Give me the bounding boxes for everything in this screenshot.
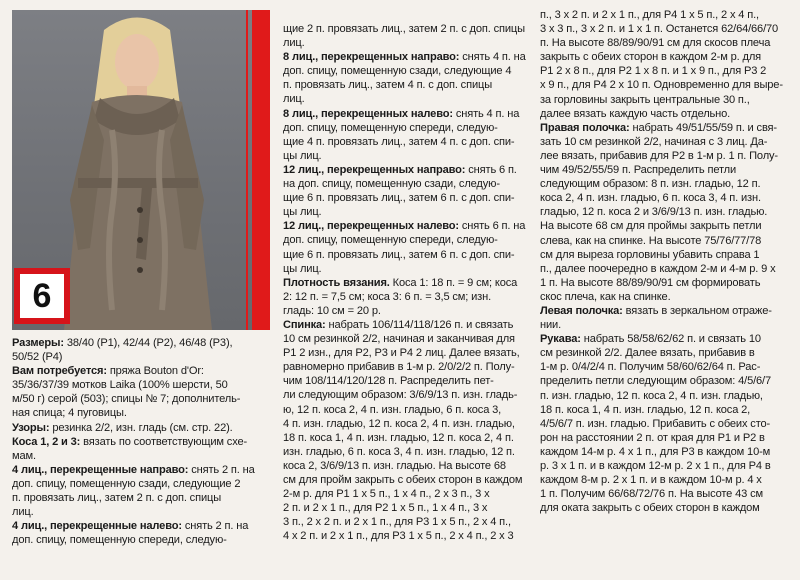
text-line (540, 374, 795, 388)
text-line (283, 360, 533, 374)
text-run: 38/40 (Р1), 42/44 (Р2), 46/48 (Р3), (63, 337, 233, 349)
text-line (283, 36, 533, 50)
text-run: 1-м р. 0/4/2/4 п. Получим 58/60/62/64 п. Рас- (540, 361, 761, 374)
text-line (283, 346, 533, 360)
text-run: см для пройм закрыть с обеих сторон в каждом (283, 474, 523, 486)
text-run: п. На высоте 88/89/90/91 см для скосов плеча (540, 37, 771, 50)
text-run: каждом 8-м р. 2 х 1 п. и в каждом 10-м р. 4 х (540, 474, 762, 487)
text-run: ю, 12 п. коса 2, 4 п. изн. гладью, 6 п. коса 3, (283, 403, 502, 416)
red-border-thin (246, 10, 248, 330)
text-run: п., далее поочередно в каждом 2-м и 4-м р. 9 х (540, 262, 776, 275)
text-run: см резинкой 2/2. Далее вязать, прибавив в (540, 347, 755, 360)
text-run: 3 х 3 п., 3 х 2 п. и 1 х 1 п. Останется 62/64/66/70 (540, 23, 779, 36)
bold-heading: Вам потребуется: (12, 365, 107, 378)
text-line (12, 477, 267, 491)
text-run: щие 6 п. провязать лиц., затем 6 п. с доп. спи- (283, 192, 515, 205)
text-line (540, 403, 795, 417)
text-run: щие 4 п. провязать лиц., затем 4 п. с доп. спи- (283, 135, 515, 148)
text-run: снять 2 п. на (181, 520, 249, 533)
text-line (283, 64, 533, 78)
text-line (540, 135, 795, 149)
text-run: гладь: 10 см = 20 р. (283, 304, 381, 317)
text-run: чим 108/114/120/128 п. Распределить пет- (283, 375, 494, 388)
text-run: п. провязать лиц., затем 4 п. с доп. спицы (283, 79, 493, 92)
text-line (283, 177, 533, 191)
text-line (540, 248, 795, 262)
bold-heading: Левая полочка: (540, 304, 623, 317)
text-run: х 9 п., для Р4 2 х 10 п. Одновременно для выре- (540, 79, 783, 92)
text-line (283, 22, 533, 36)
text-run: доп. спицу, помещенную сзади, следующие 4 (283, 65, 512, 78)
text-run: изн. гладью, 6 п. коса 3, 4 п. изн. гладью, 12 п. (283, 445, 515, 458)
text-line (540, 473, 795, 487)
text-run: ли следующим образом: 3/6/9/13 п. изн. гладь- (283, 389, 518, 402)
text-line (540, 22, 795, 36)
text-run: 3 п., 2 х 2 п. и 2 х 1 п., для Р3 1 х 5 п., 2 х 4 п., (283, 516, 511, 529)
text-run: лиц. (283, 37, 305, 50)
text-run: 18 п. коса 1, 4 п. изн. гладью, 12 п. коса 2, (540, 403, 751, 416)
text-line (12, 505, 267, 519)
text-run: На высоте 68 см для проймы закрыть петли (540, 220, 762, 233)
text-run: щие 2 п. провязать лиц., затем 2 п. с доп. спицы (283, 23, 525, 35)
text-line (283, 163, 533, 177)
text-line (283, 78, 533, 92)
text-line (540, 50, 795, 64)
text-run: коса 2, 4 п. изн. гладью, 6 п. коса 3, 4 п. изн. (540, 192, 761, 205)
text-run: снять 4 п. на (452, 107, 520, 120)
text-line (12, 421, 267, 435)
text-line (12, 336, 267, 350)
text-line (540, 290, 795, 304)
text-run: Р1 2 изн., для Р2, Р3 и Р4 2 лиц. Далее вязать, (283, 347, 520, 360)
text-line (283, 149, 533, 163)
bold-heading: Правая полочка: (540, 121, 630, 134)
text-line (12, 449, 267, 463)
text-line (283, 262, 533, 276)
text-run: ная спица; 4 пуговицы. (12, 407, 127, 420)
text-run: см для выреза горловины убавить справа 1 (540, 248, 760, 261)
text-run: нии. (540, 319, 562, 332)
text-line (283, 473, 533, 487)
text-line (540, 8, 795, 22)
text-line (12, 406, 267, 420)
bold-heading: Узоры: (12, 421, 50, 434)
text-line (283, 487, 533, 501)
text-line (540, 78, 795, 92)
bold-heading: 8 лиц., перекрещенных налево: (283, 107, 453, 120)
text-run: вязать в зеркальном отраже- (622, 304, 772, 317)
text-run: снять 2 п. на (188, 463, 255, 476)
text-line (540, 205, 795, 219)
text-run: зать 10 см резинкой 2/2, начиная с 3 лиц. Да- (540, 135, 768, 148)
text-run: далее вязать каждую часть отдельно. (540, 107, 731, 120)
text-run: доп. спицу, помещенную спереди, следую- (283, 121, 498, 134)
red-border-thick (252, 10, 270, 330)
text-line (540, 234, 795, 248)
text-line (540, 332, 795, 346)
text-line (283, 233, 533, 247)
text-line (12, 463, 267, 477)
text-run: 1 п. Получим 66/68/72/76 п. На высоте 43 см (540, 488, 763, 501)
text-line (540, 276, 795, 290)
text-line (283, 403, 533, 417)
text-run: 4/5/6/7 п. изн. гладью. Прибавить с обеих сто- (540, 417, 771, 430)
text-line (540, 149, 795, 163)
text-run: гладью, 12 п. коса 2 и 3/6/9/13 п. изн. гладью. (540, 206, 768, 219)
text-line (540, 318, 795, 332)
bold-heading: Размеры: (12, 337, 64, 349)
text-line (540, 107, 795, 121)
text-line (12, 533, 267, 547)
text-run: доп. спицу, помещенную сзади, следующие 2 (12, 477, 241, 490)
text-run: цы лиц. (283, 262, 322, 275)
text-run: лиц. (12, 506, 34, 519)
text-line (12, 378, 267, 392)
text-line (540, 389, 795, 403)
text-run: набрать 49/51/55/59 п. и свя- (629, 121, 777, 134)
text-line (12, 519, 267, 533)
text-run: р. 3 х 1 п. и в каждом 12-м р. 2 х 1 п., для Р4 в (540, 460, 771, 472)
text-line (283, 388, 533, 402)
text-run: на доп. спицу, помещенную сзади, следую- (283, 178, 500, 191)
text-run: скос плеча, как на спинке. (540, 290, 671, 303)
bold-heading: 4 лиц., перекрещенные направо: (12, 463, 189, 476)
text-line (283, 92, 533, 106)
text-run: равномерно прибавив в 1-м р. 2/0/2/2 п. Полу- (283, 361, 515, 374)
text-run: 4 х 2 п. и 2 х 1 п., для Р3 1 х 5 п., 2 х 4 п., 2 х 3 (283, 530, 514, 543)
text-line (540, 445, 795, 459)
text-line (540, 191, 795, 205)
text-line (283, 431, 533, 445)
text-line (540, 417, 795, 431)
text-run: слева, как на спинке. На высоте 75/76/77/78 (540, 234, 762, 247)
text-run: 2 п. и 2 х 1 п., для Р2 1 х 5 п., 1 х 4 п., 3 х (283, 502, 488, 515)
bold-heading: 4 лиц., перекрещенные налево: (12, 520, 182, 533)
text-line (283, 205, 533, 219)
text-line (540, 262, 795, 276)
text-run: 2: 12 п. = 7,5 см; коса 3: 6 п. = 3,5 см; изн. (283, 290, 492, 303)
text-line (12, 491, 267, 505)
text-line (540, 360, 795, 374)
text-run: щие 6 п. провязать лиц., затем 6 п. с доп. спи- (283, 248, 515, 261)
text-run: мам. (12, 449, 36, 462)
text-line (283, 445, 533, 459)
text-run: за горловины закрыть центральные 30 п., (540, 93, 750, 106)
text-line (283, 374, 533, 388)
bold-heading: Коса 1, 2 и 3: (12, 435, 81, 448)
text-run: лиц. (283, 93, 305, 106)
text-line (540, 304, 795, 318)
text-run: 10 см резинкой 2/2, начиная и заканчивая для (283, 333, 515, 346)
text-run: доп. спицу, помещенную спереди, следую- (283, 234, 498, 247)
pattern-number-badge (14, 268, 70, 324)
text-line (283, 248, 533, 262)
text-column-1 (12, 336, 267, 547)
text-line (283, 50, 533, 64)
text-line (283, 501, 533, 515)
text-run: 50/52 (Р4) (12, 351, 63, 364)
text-column-3 (540, 8, 795, 515)
text-run: пределить петли следующим образом: 4/5/6/7 (540, 375, 771, 388)
text-run: Р1 2 х 8 п., для Р2 1 х 8 п. и 1 х 9 п., для Р3 2 (540, 65, 767, 78)
text-run: набрать 58/58/62/62 п. и связать 10 (580, 333, 761, 346)
bold-heading: Спинка: (283, 318, 326, 331)
text-line (283, 304, 533, 318)
text-line (283, 290, 533, 304)
text-line (283, 529, 533, 543)
text-line (540, 121, 795, 135)
text-run: лее вязать, прибавив для Р2 в 1-м р. 1 п. Полу- (540, 149, 778, 162)
text-run: 2-м р. для Р1 1 х 5 п., 1 х 4 п., 2 х 3 п., 3 х (283, 488, 490, 501)
pattern-number: 6 (20, 274, 64, 318)
text-run: 35/36/37/39 мотков Laika (100% шерсти, 50 (12, 379, 228, 392)
text-run: закрыть с обеих сторон в каждом 2-м р. для (540, 51, 762, 64)
text-run: снять 6 п. на (458, 220, 526, 233)
text-line (283, 135, 533, 149)
text-line (283, 219, 533, 233)
text-run: рон на расстоянии 2 п. от края для Р1 и Р2 в (540, 431, 765, 444)
text-line (283, 318, 533, 332)
text-run: набрать 106/114/118/126 п. и связать (325, 318, 514, 331)
text-run: п., 3 х 2 п. и 2 х 1 п., для Р4 1 х 5 п., 2 х 4 п., (540, 9, 759, 21)
text-line (283, 121, 533, 135)
text-line (540, 177, 795, 191)
text-line (12, 392, 267, 406)
text-line (540, 219, 795, 233)
text-line (540, 36, 795, 50)
text-run: Коса 1: 18 п. = 9 см; коса (389, 276, 518, 289)
bold-heading: Плотность вязания. (283, 276, 390, 289)
text-run: снять 6 п. (465, 163, 517, 176)
text-run: снять 4 п. на (459, 51, 526, 64)
text-line (12, 350, 267, 364)
text-line (12, 435, 267, 449)
text-line (283, 107, 533, 121)
text-line (283, 332, 533, 346)
text-run: вязать по соответствующим схе- (80, 435, 248, 448)
text-run: пряжа Bouton d'Or: (106, 365, 204, 378)
text-run: цы лиц. (283, 149, 322, 162)
text-run: п. изн. гладью, 12 п. коса 2, 4 п. изн. гладью, (540, 389, 763, 402)
text-line (283, 417, 533, 431)
text-run: резинка 2/2, изн. гладь (см. стр. 22). (49, 421, 233, 434)
text-run: чим 49/52/55/59 п. Распределить петли (540, 164, 737, 177)
text-run: коса 2, 3/6/9/13 п. изн. гладью. На высоте 68 (283, 459, 506, 472)
text-run: п. провязать лиц., затем 2 п. с доп. спицы (12, 492, 222, 505)
text-run: каждом 14-м р. 4 х 1 п., для Р3 в каждом 10-м (540, 445, 771, 458)
text-run: цы лиц. (283, 206, 322, 219)
bold-heading: Рукава: (540, 333, 581, 346)
text-line (540, 487, 795, 501)
text-line (540, 64, 795, 78)
text-run: м/50 г) серой (503); спицы № 7; дополнитель- (12, 393, 241, 406)
text-line (540, 501, 795, 515)
text-line (283, 191, 533, 205)
text-line (283, 276, 533, 290)
text-line (540, 163, 795, 177)
text-line (283, 515, 533, 529)
text-run: 18 п. коса 1, 4 п. изн. гладью, 12 п. коса 2, 4 п. (283, 431, 514, 444)
bold-heading: 8 лиц., перекрещенных направо: (283, 51, 460, 64)
text-line (283, 459, 533, 473)
bold-heading: 12 лиц., перекрещенных налево: (283, 220, 459, 233)
text-run: доп. спицу, помещенную спереди, следую- (12, 534, 227, 547)
text-run: 4 п. изн. гладью, 12 п. коса 2, 4 п. изн. гладью, (283, 417, 515, 430)
text-line (540, 93, 795, 107)
text-run: 1 п. На высоте 88/89/90/91 см формировать (540, 276, 761, 289)
text-line (540, 431, 795, 445)
text-run: следующим образом: 8 п. изн. гладью, 12 п. (540, 178, 761, 191)
bold-heading: 12 лиц., перекрещенных направо: (283, 163, 466, 176)
text-run: для оката закрыть с обеих сторон в каждом (540, 502, 760, 515)
text-line (12, 364, 267, 378)
text-line (540, 346, 795, 360)
text-line (540, 459, 795, 473)
text-column-2 (283, 22, 533, 543)
